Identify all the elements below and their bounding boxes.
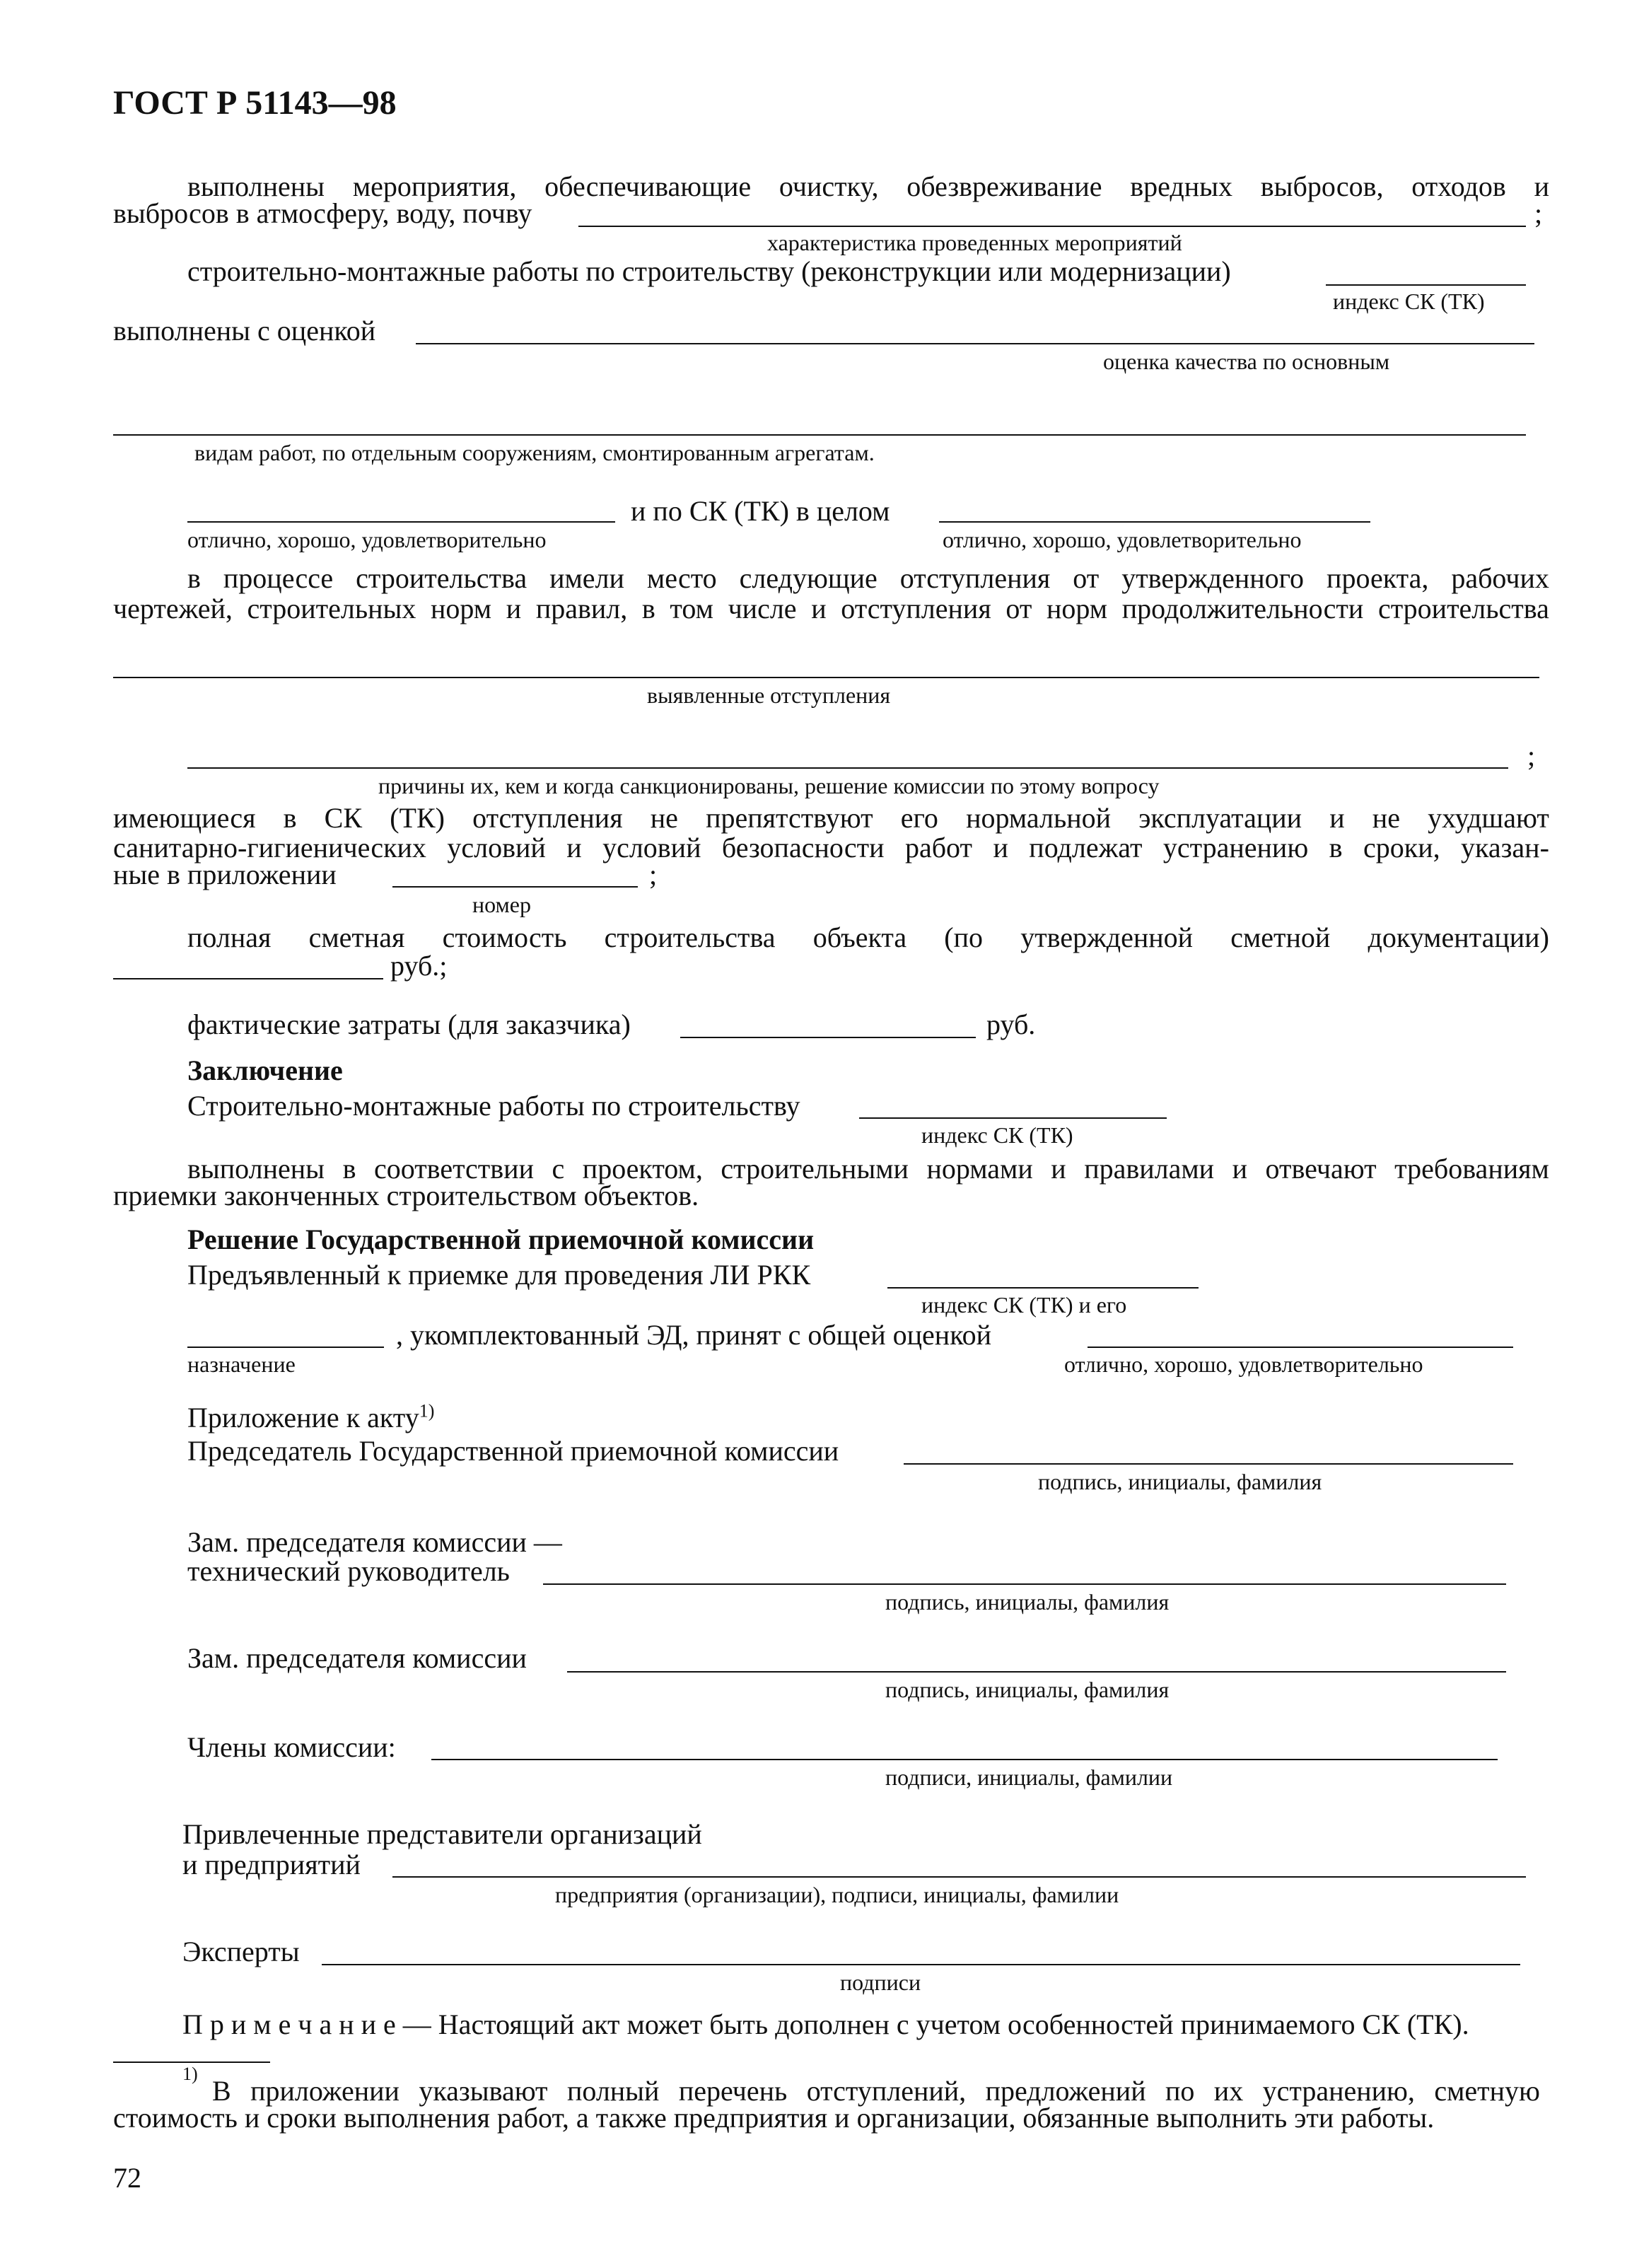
word: следующие — [739, 562, 878, 594]
grade-fill-line-2[interactable] — [939, 521, 1370, 523]
word: и — [993, 832, 1008, 863]
invited-signature-line[interactable] — [392, 1876, 1526, 1878]
note-label: П р и м е ч а н и е — [182, 2008, 396, 2040]
estimate-fill-line[interactable] — [113, 978, 383, 979]
word: рабочих — [1451, 562, 1549, 594]
word: по — [1165, 2075, 1195, 2107]
word: условий — [602, 832, 701, 863]
word: выбросов, — [1260, 170, 1384, 202]
word: устранению — [1162, 832, 1309, 863]
word: строительства — [356, 562, 527, 594]
word: перечень — [678, 2075, 788, 2107]
measures-fill-line[interactable] — [578, 226, 1526, 227]
members-signature-line[interactable] — [431, 1759, 1498, 1760]
word: от — [1005, 593, 1032, 624]
word: (ТК) — [390, 802, 445, 834]
word: условий — [447, 832, 546, 863]
footnote-marker: 1) — [182, 2064, 198, 2084]
word: выполнены — [187, 1153, 325, 1185]
word: проектом, — [582, 1153, 703, 1185]
actual-costs-fill-line[interactable] — [680, 1037, 976, 1038]
appendix-number-fill-line[interactable] — [392, 886, 638, 888]
word: не — [1372, 802, 1400, 834]
semicolon-2: ; — [1527, 740, 1536, 772]
word: и — [811, 593, 827, 624]
experts-signature-line[interactable] — [322, 1964, 1520, 1965]
grade-caption-1: отлично, хорошо, удовлетворительно — [187, 527, 547, 552]
note — [182, 2008, 1469, 2040]
quality-caption-cont: видам работ, по отдельным сооружениям, смонтированным агрегатам. — [194, 440, 875, 465]
word: отступления — [841, 593, 991, 624]
word: объекта — [812, 921, 907, 953]
page-number: 72 — [113, 2162, 141, 2194]
overall-grade-fill-line[interactable] — [1088, 1347, 1513, 1348]
rub-semicolon: руб.; — [390, 950, 448, 982]
conclusion-index-caption: индекс СК (ТК) — [921, 1122, 1073, 1148]
grade-caption-2: отлично, хорошо, удовлетворительно — [943, 527, 1302, 552]
word: их — [1213, 2075, 1244, 2107]
word: числе — [728, 593, 797, 624]
estimate-line — [187, 921, 1549, 954]
members-caption: подписи, инициалы, фамилии — [885, 1764, 1173, 1790]
emissions-label: выбросов в атмосферу, воду, почву — [113, 197, 532, 229]
semicolon-3: ; — [649, 859, 658, 890]
word: и — [1329, 802, 1345, 834]
deputy-tech-signature-line[interactable] — [543, 1583, 1506, 1585]
deputy-tech-label-1: Зам. председателя комиссии — — [187, 1526, 562, 1558]
conclusion-heading: Заключение — [187, 1054, 343, 1086]
word: процессе — [223, 562, 334, 594]
grade-fill-line-1[interactable] — [187, 521, 615, 523]
members-label: Члены комиссии: — [187, 1731, 396, 1763]
index-caption: индекс СК (ТК) — [1333, 289, 1485, 314]
word: продолжительности — [1121, 593, 1364, 624]
deviations-line-1 — [187, 562, 1549, 595]
word: том — [670, 593, 713, 624]
word: и — [1051, 1153, 1066, 1185]
word: в — [1329, 832, 1343, 863]
overall-grade-caption: отлично, хорошо, удовлетворительно — [1064, 1351, 1423, 1377]
footnote-ref[interactable]: 1) — [419, 1400, 435, 1421]
word: нормами — [926, 1153, 1033, 1185]
word: документации) — [1368, 921, 1549, 953]
word: его — [900, 802, 938, 834]
presented-label: Предъявленный к приемке для проведения ЛИ РКК — [187, 1259, 811, 1291]
chairman-signature-line[interactable] — [904, 1463, 1513, 1465]
word: требованиям — [1394, 1153, 1549, 1185]
word: и — [506, 593, 522, 624]
appendix-label: Приложение к акту$^{1)}$ — [187, 1400, 435, 1434]
smr-index-fill-line[interactable] — [1326, 284, 1526, 286]
deviations-caption: выявленные отступления — [647, 682, 891, 708]
word: указан- — [1461, 832, 1549, 863]
quality-caption: оценка качества по основным — [1103, 349, 1390, 374]
word: и — [1534, 170, 1549, 202]
semicolon: ; — [1534, 197, 1543, 229]
word: сметной — [1230, 921, 1331, 953]
word: работ — [904, 832, 973, 863]
conclusion-smr-label: Строительно-монтажные работы по строительству — [187, 1090, 800, 1122]
word: нормальной — [966, 802, 1112, 834]
done-with-rating-label: выполнены с оценкой — [113, 315, 376, 347]
completed-label: , укомплектованный ЭД, принят с общей оценкой — [396, 1319, 992, 1351]
word: отходов — [1411, 170, 1506, 202]
word: в — [187, 562, 201, 594]
word: отступлений, — [806, 2075, 967, 2107]
word: правилами — [1084, 1153, 1215, 1185]
decision-heading: Решение Государственной приемочной комиссии — [187, 1223, 815, 1255]
chairman-label: Председатель Государственной приемочной комиссии — [187, 1435, 839, 1467]
word: не — [650, 802, 678, 834]
word: сроки, — [1363, 832, 1440, 863]
word: отступления — [472, 802, 623, 834]
rub: руб. — [986, 1008, 1036, 1040]
word: соответствии — [373, 1153, 534, 1185]
word: мероприятия, — [352, 170, 517, 202]
experts-caption: подписи — [840, 1970, 921, 1995]
number-caption: номер — [472, 892, 531, 917]
deputy-caption: подпись, инициалы, фамилия — [885, 1677, 1170, 1702]
word: место — [646, 562, 717, 594]
word: (по — [944, 921, 984, 953]
document-code: ГОСТ Р 51143—98 — [113, 84, 397, 122]
purpose-caption: назначение — [187, 1351, 296, 1377]
word: норм — [431, 593, 492, 624]
deviations-fill-line[interactable] — [113, 677, 1539, 678]
word: обеспечивающие — [544, 170, 752, 202]
reasons-fill-line[interactable] — [187, 767, 1508, 769]
quality-fill-line-2[interactable] — [113, 434, 1526, 436]
word: сметная — [308, 921, 405, 953]
footnote-line-2: стоимость и сроки выполнения работ, а также предприятия и организации, обязанные выполнить эти работы. — [113, 2102, 1435, 2134]
index-purpose-caption: индекс СК (ТК) и его — [921, 1292, 1127, 1318]
note-text: — Настоящий акт может быть дополнен с учетом особенностей принимаемого СК (ТК). — [402, 2008, 1469, 2040]
deputy-tech-label-2: технический руководитель — [187, 1555, 510, 1587]
word: в — [342, 1153, 356, 1185]
word: препятствуют — [706, 802, 873, 834]
conclusion-line-b: приемки законченных строительством объектов. — [113, 1180, 699, 1211]
word: и — [1232, 1153, 1248, 1185]
deputy-label: Зам. председателя комиссии — [187, 1642, 527, 1674]
word: обезвреживание — [906, 170, 1102, 202]
deputy-tech-caption: подпись, инициалы, фамилия — [885, 1589, 1170, 1615]
word: указывают — [419, 2075, 548, 2107]
word: и — [566, 832, 582, 863]
overall-label: и по СК (ТК) в целом — [631, 495, 890, 527]
footnote-divider — [113, 2061, 270, 2063]
experts-label: Эксперты — [182, 1936, 300, 1967]
word: имеющиеся — [113, 802, 256, 834]
deviations-line-3 — [113, 801, 1549, 834]
word: строительства — [604, 921, 776, 953]
deputy-signature-line[interactable] — [567, 1671, 1506, 1673]
word: приложении — [250, 2075, 400, 2107]
word: полная — [187, 921, 272, 953]
word: стоимость — [442, 921, 567, 953]
smr-label: строительно-монтажные работы по строительству (реконструкции или модернизации) — [187, 255, 1231, 287]
presented-fill-line[interactable] — [887, 1287, 1199, 1289]
invited-label-2: и предприятий — [182, 1849, 361, 1880]
word: в — [641, 593, 655, 624]
word: выполнены — [187, 170, 325, 202]
purpose-fill-line[interactable] — [187, 1347, 384, 1348]
word: правил, — [535, 593, 628, 624]
word: строительных — [247, 593, 416, 624]
word: строительства — [1377, 593, 1549, 624]
word: проекта, — [1327, 562, 1429, 594]
conclusion-index-fill-line[interactable] — [859, 1117, 1167, 1119]
word: СК — [324, 802, 363, 834]
measures-caption: характеристика проведенных мероприятий — [767, 230, 1182, 255]
quality-fill-line[interactable] — [416, 343, 1534, 344]
word: полный — [566, 2075, 660, 2107]
word: от — [1073, 562, 1100, 594]
word: подлежат — [1029, 832, 1143, 863]
chairman-caption: подпись, инициалы, фамилия — [1038, 1469, 1322, 1494]
word: отвечают — [1265, 1153, 1377, 1185]
word: безопасности — [721, 832, 885, 863]
word: чертежей, — [113, 593, 233, 624]
word: предложений — [985, 2075, 1146, 2107]
word: устранению, — [1262, 2075, 1415, 2107]
word: утвержденного — [1121, 562, 1305, 594]
word: вредных — [1130, 170, 1232, 202]
word: утвержденной — [1020, 921, 1194, 953]
word: эксплуатации — [1138, 802, 1302, 834]
word: ухудшают — [1428, 802, 1549, 834]
appendix-ref-label: ные в приложении — [113, 859, 337, 890]
reasons-caption: причины их, кем и когда санкционированы, решение комиссии по этому вопросу — [378, 773, 1160, 798]
actual-costs-label: фактические затраты (для заказчика) — [187, 1008, 631, 1040]
word: санитарно-гигиенических — [113, 832, 426, 863]
word: В — [212, 2075, 231, 2107]
deviations-line-2 — [113, 592, 1549, 625]
word: строительными — [721, 1153, 909, 1185]
word: очистку, — [779, 170, 879, 202]
word: сметную — [1434, 2075, 1540, 2107]
invited-label-1: Привлеченные представители организаций — [182, 1818, 702, 1850]
word: имели — [549, 562, 624, 594]
invited-caption: предприятия (организации), подписи, инициалы, фамилии — [555, 1882, 1119, 1907]
word: норм — [1046, 593, 1108, 624]
word: с — [552, 1153, 565, 1185]
word: в — [283, 802, 297, 834]
word: отступления — [899, 562, 1051, 594]
